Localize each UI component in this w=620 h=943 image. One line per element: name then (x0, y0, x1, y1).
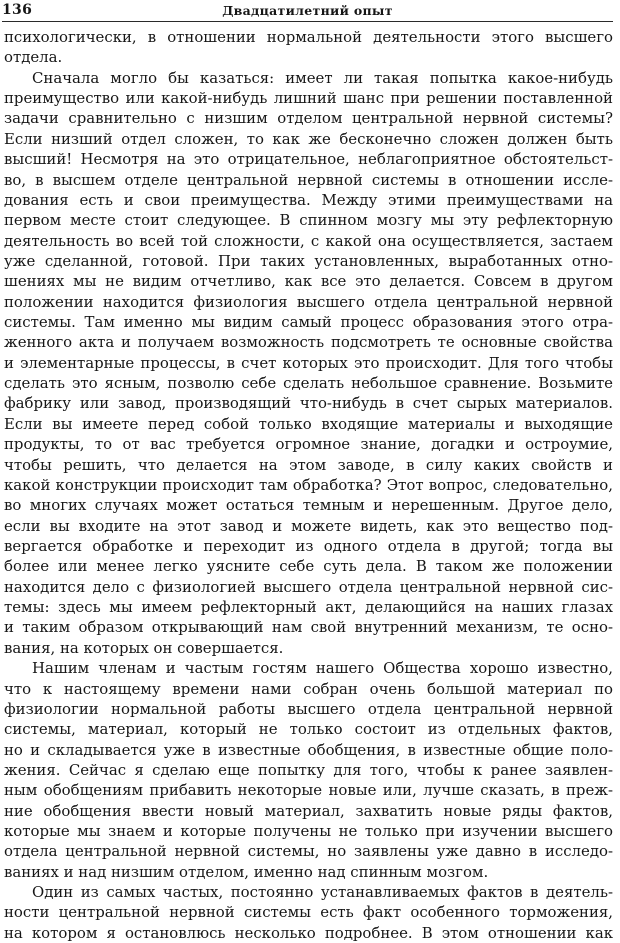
text-line: первом месте стоит следующее. В спинном мозгу мы эту рефлекторную (4, 211, 613, 230)
text-line: во многих случаях может остаться темным и нерешенным. Другое дело, (4, 496, 613, 515)
text-line: системы, материал, который не только состоит из отдельных фактов, (4, 720, 613, 739)
text-line: психологически, в отношении нормальной деятельности этого высшего (4, 28, 613, 46)
text-line: продукты, то от вас требуется огромное знание, догадки и остроумие, (4, 435, 613, 454)
text-line: шениях мы не видим отчетливо, как все это делается. Совсем в другом (4, 272, 613, 291)
text-line: находится дело с физиологией высшего отдела центральной нервной сис- (4, 577, 613, 596)
text-line: но и складывается уже в известные обобщения, в известные общие поло- (4, 740, 613, 759)
text-line: и элементарные процессы, в счет которых это происходит. Для того чтобы (4, 353, 613, 372)
text-line: системы. Там именно мы видим самый процесс образования этого отра- (4, 313, 613, 332)
text-line: более или менее легко уясните себе суть дела. В таком же положении (4, 557, 613, 576)
text-line: женного акта и получаем возможность подсмотреть те основные свойства (4, 333, 613, 352)
body-text (4, 27, 613, 943)
text-line: на котором я остановлюсь несколько подробнее. В этом отношении как (4, 923, 613, 942)
running-header (2, 1, 613, 22)
text-line: жения. Сейчас я сделаю еще попытку для того, чтобы к ранее заявлен- (4, 760, 613, 779)
text-line: и таким образом открывающий нам свой внутренний механизм, те осно- (4, 618, 613, 637)
text-line: дования есть и свои преимущества. Между этими преимуществами на (4, 190, 613, 209)
text-line: ваниях и над низшим отделом, именно над спинным мозгом. (4, 862, 489, 881)
text-line: ние обобщения ввести новый материал, захватить новые ряды фактов, (4, 801, 613, 820)
text-line: отдела центральной нервной системы, но заявлены уже давно в исследо- (4, 842, 613, 861)
text-line: ности центральной нервной системы есть факт особенного торможения, (4, 903, 613, 922)
text-line: ным обобщениям прибавить некоторые новые или, лучше сказать, в преж- (4, 781, 613, 800)
text-line: отдела. (4, 48, 63, 67)
text-line: темы: здесь мы имеем рефлекторный акт, делающийся на наших глазах (4, 598, 613, 617)
text-line: высший! Несмотря на это отрицательное, неблагоприятное обстоятельст- (4, 150, 613, 169)
paragraph-first-line: Нашим членам и частым гостям нашего Общества хорошо известно, (32, 659, 613, 678)
text-line: преимущество или какой-нибудь лишний шанс при решении поставленной (4, 89, 613, 108)
text-line: Если вы имеете перед собой только входящие материалы и выходящие (4, 414, 613, 433)
text-line: если вы входите на этот завод и можете видеть, как это вещество под- (4, 516, 613, 535)
text-line: фабрику или завод, производящий что-нибудь в счет сырых материалов. (4, 394, 613, 413)
text-line: задачи сравнительно с низшим отделом центральной нервной системы? (4, 109, 613, 128)
text-line: какой конструкции происходит там обработка? Этот вопрос, следовательно, (4, 475, 613, 494)
text-line: сделать это ясным, позволю себе сделать небольшое сравнение. Возьмите (4, 374, 613, 393)
text-line: деятельность во всей той сложности, с какой она осуществляется, застаем (4, 231, 613, 250)
text-line: во, в высшем отделе центральной нервной системы в отношении иссле- (4, 170, 613, 189)
text-line: что к настоящему времени нами собран очень большой материал по (4, 679, 613, 698)
page-number: 136 (2, 2, 33, 18)
text-line: которые мы знаем и которые получены не только при изучении высшего (4, 822, 613, 841)
text-line: уже сделанной, готовой. При таких установленных, выработанных отно- (4, 251, 613, 270)
text-line: физиологии нормальной работы высшего отдела центральной нервной (4, 699, 613, 718)
text-line: Если низший отдел сложен, то как же бесконечно сложен должен быть (4, 129, 613, 148)
text-line: положении находится физиология высшего отдела центральной нервной (4, 292, 613, 311)
paragraph-first-line: Один из самых частых, постоянно устанавливаемых фактов в деятель- (32, 883, 613, 902)
paragraph-first-line: Сначала могло бы казаться: имеет ли такая попытка какое-нибудь (32, 68, 613, 87)
text-line: вания, на которых он совершается. (4, 638, 284, 657)
running-title: Двадцатилетний опыт (222, 3, 393, 18)
text-line: чтобы решить, что делается на этом заводе, в силу каких свойств и (4, 455, 613, 474)
text-line: вергается обработке и переходит из одного отдела в другой; тогда вы (4, 536, 613, 555)
